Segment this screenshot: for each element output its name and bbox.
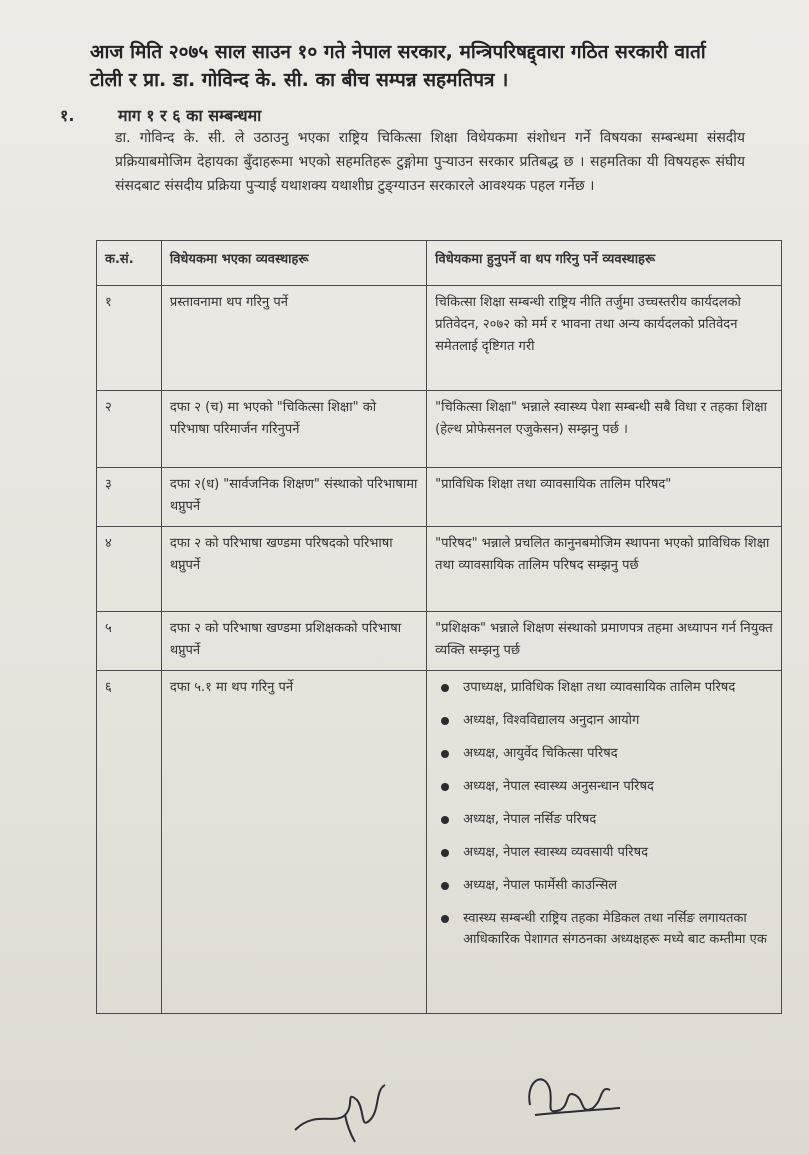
list-item: अध्यक्ष, विश्वविद्यालय अनुदान आयोग — [463, 710, 773, 731]
row-current: दफा २(ध) "सार्वजनिक शिक्षण" संस्थाको परिभाषामा थप्नुपर्ने — [161, 468, 426, 527]
list-item: स्वास्थ्य सम्बन्धी राष्ट्रिय तहका मेडिकल तथा नर्सिङ लगायतका आधिकारिक पेशागत संगठनका अध्यक्षहरू मध्ये बाट कम्तीमा एक — [463, 908, 773, 950]
table-header-row — [97, 241, 782, 286]
member-list — [435, 677, 773, 950]
row-proposed: "प्राविधिक शिक्षा तथा व्यावसायिक तालिम परिषद" — [427, 468, 782, 527]
row-number: ३ — [97, 468, 162, 527]
row-current: दफा २ को परिभाषा खण्डमा प्रशिक्षकको परिभाषा थप्नुपर्ने — [161, 612, 426, 671]
table-row — [97, 612, 782, 671]
list-item: अध्यक्ष, नेपाल स्वास्थ्य अनुसन्धान परिषद — [463, 776, 773, 797]
header-serial: क.सं. — [97, 241, 162, 286]
signature-1 — [285, 1070, 405, 1150]
list-item: अध्यक्ष, नेपाल स्वास्थ्य व्यवसायी परिषद — [463, 842, 773, 863]
section-heading: माग १ र ६ का सम्बन्धमा — [118, 106, 262, 125]
row-current: दफा ५.१ मा थप गरिनु पर्ने — [161, 671, 426, 1014]
row-number: ६ — [97, 671, 162, 1014]
row-number: २ — [97, 391, 162, 468]
table-row — [97, 391, 782, 468]
row-current: प्रस्तावनामा थप गरिनु पर्ने — [161, 286, 426, 391]
row-proposed-list — [427, 671, 782, 1014]
row-proposed: "प्रशिक्षक" भन्नाले शिक्षण संस्थाको प्रमाणपत्र तहमा अध्यापन गर्न नियुक्त व्यक्ति सम्झनु पर्छ — [427, 612, 782, 671]
list-item: अध्यक्ष, आयुर्वेद चिकित्सा परिषद — [463, 743, 773, 764]
row-current: दफा २ (च) मा भएको "चिकित्सा शिक्षा" को परिभाषा परिमार्जन गरिनुपर्ने — [161, 391, 426, 468]
row-proposed: "चिकित्सा शिक्षा" भन्नाले स्वास्थ्य पेशा सम्बन्धी सबै विधा र तहका शिक्षा (हेल्थ प्रोफेसनल एजुकेसन) सम्झनु पर्छ । — [427, 391, 782, 468]
list-item: अध्यक्ष, नेपाल फार्मेसी काउन्सिल — [463, 875, 773, 896]
intro-paragraph: डा. गोविन्द के. सी. ले उठाउनु भएका राष्ट्रिय चिकित्सा शिक्षा विधेयकमा संशोधन गर्ने विषयका सम्बन्धमा संसदीय प्रक्रियाबमोजिम देहायका बुँदाहरूमा भएको सहमतिहरू टुङ्गोमा पुऱ्याउन सरकार प्रतिबद्ध छ । सहमतिका यी विषयहरू संघीय संसदबाट संसदीय प्रक्रिया पुऱ्याई यथाशक्य यथाशीघ्र टुङ्ग्याउन सरकारले आवश्यक पहल गर्नेछ । — [115, 130, 745, 194]
row-proposed: चिकित्सा शिक्षा सम्बन्धी राष्ट्रिय नीति तर्जुमा उच्चस्तरीय कार्यदलको प्रतिवेदन, २०७२ को मर्म र भावना तथा अन्य कार्यदलको प्रतिवेदन समेतलाई दृष्टिगत गरी — [427, 286, 782, 391]
table-row — [97, 468, 782, 527]
header-proposed-provisions: विधेयकमा हुनुपर्ने वा थप गरिनु पर्ने व्यवस्थाहरू — [427, 241, 782, 286]
list-item: अध्यक्ष, नेपाल नर्सिङ परिषद — [463, 809, 773, 830]
list-item: उपाध्यक्ष, प्राविधिक शिक्षा तथा व्यावसायिक तालिम परिषद — [463, 677, 773, 698]
header-current-provisions: विधेयकमा भएका व्यवस्थाहरू — [161, 241, 426, 286]
document-title: आज मिति २०७५ साल साउन १० गते नेपाल सरकार, मन्त्रिपरिषद्द्वारा गठित सरकारी वार्ता टोली र प्रा. डा. गोविन्द के. सी. का बीच सम्पन्न सहमतिपत्र । — [90, 41, 706, 91]
table-row — [97, 671, 782, 1014]
row-current: दफा २ को परिभाषा खण्डमा परिषदको परिभाषा थप्नुपर्ने — [161, 527, 426, 612]
signature-2 — [515, 1060, 635, 1130]
table-row — [97, 527, 782, 612]
row-number: ५ — [97, 612, 162, 671]
row-number: ४ — [97, 527, 162, 612]
row-number: १ — [97, 286, 162, 391]
agreement-table — [96, 240, 782, 1014]
table-row — [97, 286, 782, 391]
section-number: १. — [60, 106, 75, 125]
row-proposed: "परिषद" भन्नाले प्रचलित कानुनबमोजिम स्थापना भएको प्राविधिक शिक्षा तथा व्यावसायिक तालिम परिषद सम्झनु पर्छ — [427, 527, 782, 612]
